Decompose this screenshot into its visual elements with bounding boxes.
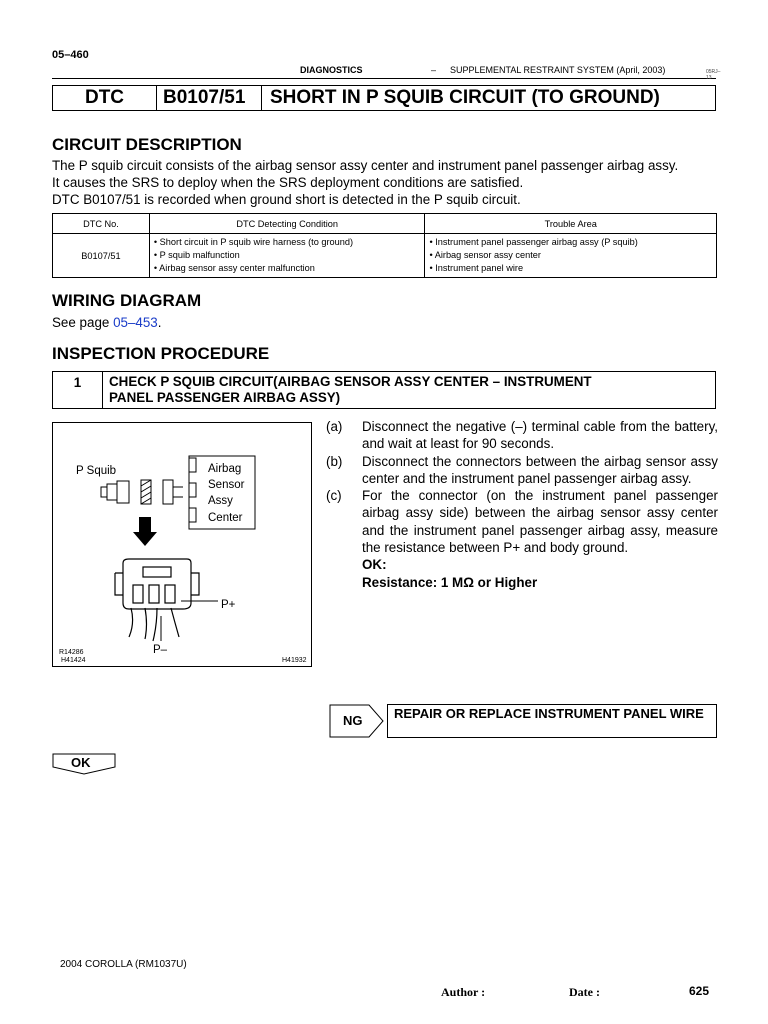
ng-action: REPAIR OR REPLACE INSTRUMENT PANEL WIRE: [387, 704, 717, 738]
trouble-area-item: • Instrument panel wire: [429, 263, 524, 273]
down-arrow-icon: [133, 517, 157, 546]
condition-item: • Short circuit in P squib wire harness (to ground): [153, 237, 354, 247]
inspection-steps: [326, 418, 718, 591]
running-header: [52, 64, 721, 81]
trouble-area-item: • Airbag sensor assy center: [429, 250, 541, 260]
description-line: DTC B0107/51 is recorded when ground short is detected in the P squib circuit.: [52, 192, 521, 207]
figure-ref: H41424: [61, 657, 86, 664]
figure-ref: H41932: [282, 657, 307, 664]
step-text: For the connector (on the instrument panel passenger airbag assy side) between the airbag sensor assy center and the instrument panel passenger airbag assy, measure the resistance between P+ and body ground.: [362, 488, 718, 556]
ng-label: NG: [343, 713, 363, 728]
ng-result: [329, 704, 715, 738]
column-header: DTC No.: [53, 214, 150, 234]
connector-body-icon: [115, 559, 199, 641]
detecting-condition-cell: [149, 234, 425, 278]
step-text: Disconnect the connectors between the airbag sensor assy center and the instrument panel passenger airbag assy.: [362, 453, 718, 486]
p-minus-label: P–: [153, 644, 168, 656]
connector-slot: [189, 508, 196, 522]
inspection-procedure-heading: INSPECTION PROCEDURE: [52, 344, 270, 363]
dtc-number-cell: B0107/51: [53, 234, 150, 278]
column-header: Trouble Area: [425, 214, 717, 234]
trouble-area-cell: [425, 234, 717, 278]
trouble-area-item: • Instrument panel passenger airbag assy (P squib): [429, 237, 638, 247]
ng-tag: [329, 704, 385, 738]
table-row: [53, 234, 717, 278]
wiring-diagram-reference: [52, 314, 161, 331]
ok-spec: Resistance: 1 MΩ or Higher: [362, 574, 538, 590]
sensor-label: Sensor: [208, 479, 245, 491]
author-label: Author :: [441, 985, 486, 999]
column-header: DTC Detecting Condition: [149, 214, 425, 234]
connector-slot: [189, 458, 196, 472]
step-item: [326, 453, 718, 488]
page-number: 05–460: [52, 49, 89, 61]
assy-label: Assy: [208, 495, 233, 507]
squib-connector-icon: [101, 480, 183, 504]
connector-slot: [189, 483, 196, 497]
section-name: DIAGNOSTICS: [300, 65, 363, 75]
step-title-line: CHECK P SQUIB CIRCUIT(AIRBAG SENSOR ASSY CENTER – INSTRUMENT: [109, 374, 592, 389]
step-item: [326, 418, 718, 453]
step-title: [103, 372, 715, 408]
footer-model: 2004 COROLLA (RM1037U): [60, 959, 187, 970]
connector-figure: [52, 422, 312, 667]
figure-ref: R14286: [59, 649, 84, 656]
dtc-label: DTC: [53, 86, 157, 110]
condition-item: • Airbag sensor assy center malfunction: [153, 263, 315, 273]
p-squib-label: P Squib: [76, 465, 117, 477]
step-title-line: PANEL PASSENGER AIRBAG ASSY): [109, 390, 341, 405]
step-header: [52, 371, 716, 409]
step-label: (a): [326, 419, 343, 434]
p-plus-label: P+: [221, 599, 236, 611]
step-number: 1: [53, 372, 103, 408]
dtc-title-bar: [52, 85, 716, 111]
step-label: (c): [326, 488, 342, 504]
dtc-title: SHORT IN P SQUIB CIRCUIT (TO GROUND): [270, 87, 660, 108]
connector-diagram: [53, 423, 311, 666]
header-separator: –: [431, 65, 437, 75]
table-header-row: [53, 214, 717, 234]
step-label: (b): [326, 453, 343, 469]
ok-label: OK: [71, 755, 91, 770]
step-item: [326, 487, 718, 556]
wiring-diagram-heading: WIRING DIAGRAM: [52, 291, 202, 310]
dtc-code: B0107/51: [157, 86, 262, 110]
condition-item: • P squib malfunction: [153, 250, 240, 260]
description-line: The P squib circuit consists of the airbag sensor assy center and instrument panel passenger airbag assy.: [52, 158, 679, 173]
ok-tag: [52, 753, 116, 775]
ok-criteria: [326, 556, 718, 591]
see-page-text: See page: [52, 315, 114, 330]
period: .: [157, 315, 162, 330]
center-label: Center: [208, 512, 243, 524]
page-link[interactable]: 05–453: [113, 315, 158, 330]
footer-page-number: 625: [689, 984, 710, 998]
step-text: Disconnect the negative (–) terminal cable from the battery, and wait at least for 90 seconds.: [362, 419, 718, 452]
circuit-description-text: [52, 157, 678, 208]
circuit-description-heading: CIRCUIT DESCRIPTION: [52, 135, 242, 154]
description-line: It causes the SRS to deploy when the SRS deployment conditions are satisfied.: [52, 175, 524, 190]
subsection-name: SUPPLEMENTAL RESTRAINT SYSTEM (April, 2003): [450, 65, 666, 75]
date-label: Date :: [569, 985, 600, 999]
dtc-table: [52, 213, 717, 278]
airbag-label: Airbag: [208, 463, 242, 475]
doc-code: 05RJ–13: [706, 69, 721, 81]
ok-label: OK:: [362, 557, 387, 573]
